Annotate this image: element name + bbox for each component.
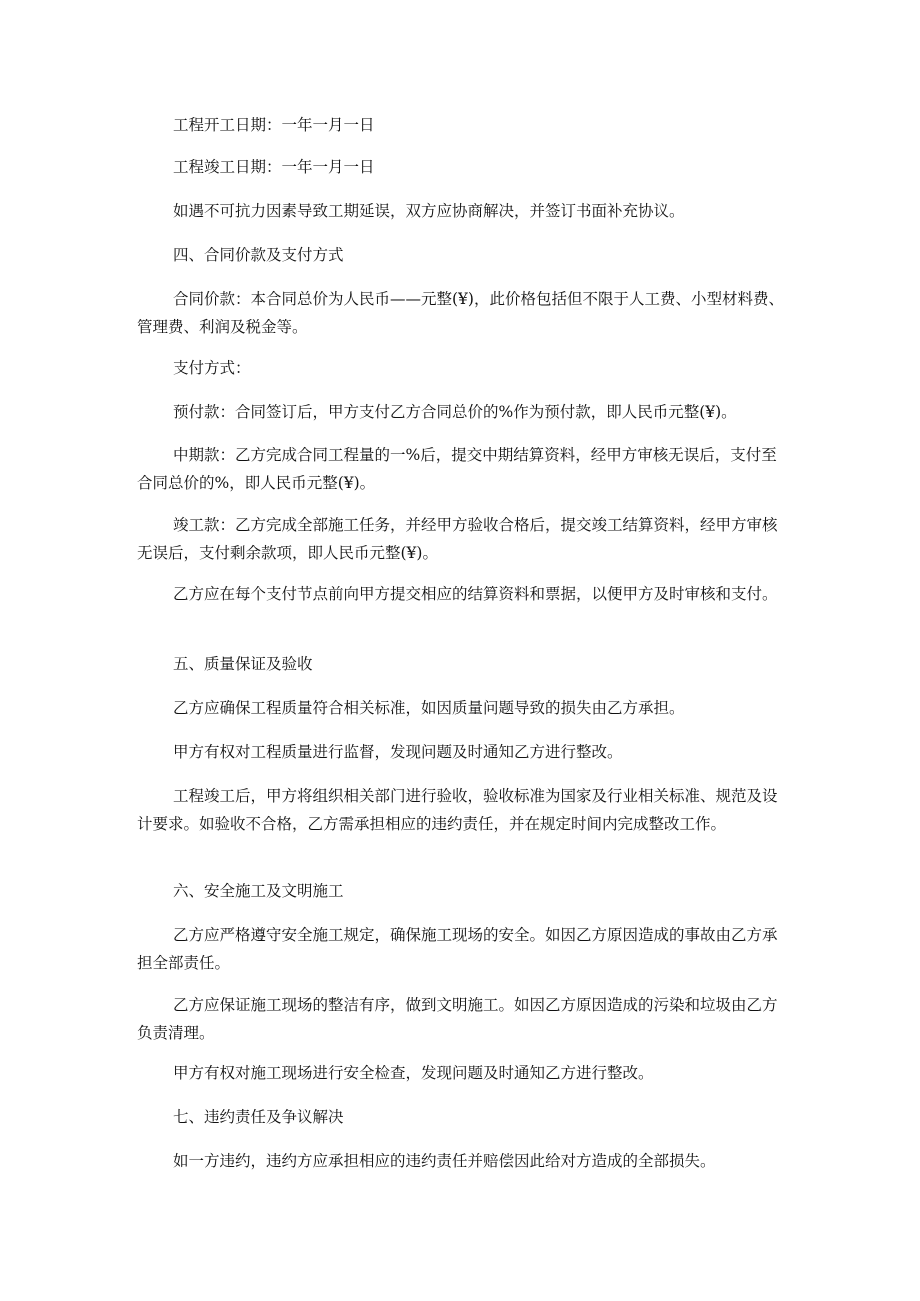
contract-price-paragraph: 合同价款：本合同总价为人民币——元整(¥)，此价格包括但不限于人工费、小型材料费、管理费、利润及税金等。 — [137, 290, 784, 336]
interim-payment-paragraph: 中期款：乙方完成合同工程量的一%后，提交中期结算资料，经甲方审核无误后，支付至合同总价的%，即人民币元整(¥)。 — [137, 446, 777, 492]
settlement-docs-paragraph: 乙方应在每个支付节点前向甲方提交相应的结算资料和票据，以便甲方及时审核和支付。 — [173, 585, 778, 603]
safety-paragraph-2: 乙方应保证施工现场的整洁有序，做到文明施工。如因乙方原因造成的污染和垃圾由乙方负责清理。 — [137, 996, 778, 1042]
start-date-line: 工程开工日期：一年一月一日 — [173, 116, 375, 134]
breach-paragraph: 如一方违约，违约方应承担相应的违约责任并赔偿因此给对方造成的全部损失。 — [173, 1152, 716, 1170]
section-heading-7: 七、违约责任及争议解决 — [173, 1108, 344, 1126]
acceptance-paragraph: 工程竣工后，甲方将组织相关部门进行验收，验收标准为国家及行业相关标准、规范及设计要求。如验收不合格，乙方需承担相应的违约责任，并在规定时间内完成整改工作。 — [137, 787, 778, 833]
advance-payment-paragraph: 预付款：合同签订后，甲方支付乙方合同总价的%作为预付款，即人民币元整(¥)。 — [173, 403, 737, 421]
quality-paragraph-2: 甲方有权对工程质量进行监督，发现问题及时通知乙方进行整改。 — [173, 743, 623, 761]
final-payment-paragraph: 竣工款：乙方完成全部施工任务，并经甲方验收合格后，提交竣工结算资料，经甲方审核无误后，支付剩余款项，即人民币元整(¥)。 — [137, 516, 778, 562]
completion-date-line: 工程竣工日期：一年一月一日 — [173, 158, 375, 176]
section-heading-6: 六、安全施工及文明施工 — [173, 882, 344, 900]
safety-paragraph-3: 甲方有权对施工现场进行安全检查，发现问题及时通知乙方进行整改。 — [173, 1064, 654, 1082]
section-heading-5: 五、质量保证及验收 — [173, 655, 313, 673]
section-heading-4: 四、合同价款及支付方式 — [173, 246, 344, 264]
payment-method-label: 支付方式： — [173, 359, 251, 377]
force-majeure-paragraph: 如遇不可抗力因素导致工期延误，双方应协商解决，并签订书面补充协议。 — [173, 202, 685, 220]
quality-paragraph-1: 乙方应确保工程质量符合相关标准，如因质量问题导致的损失由乙方承担。 — [173, 699, 685, 717]
safety-paragraph-1: 乙方应严格遵守安全施工规定，确保施工现场的安全。如因乙方原因造成的事故由乙方承担全部责任。 — [137, 926, 778, 972]
